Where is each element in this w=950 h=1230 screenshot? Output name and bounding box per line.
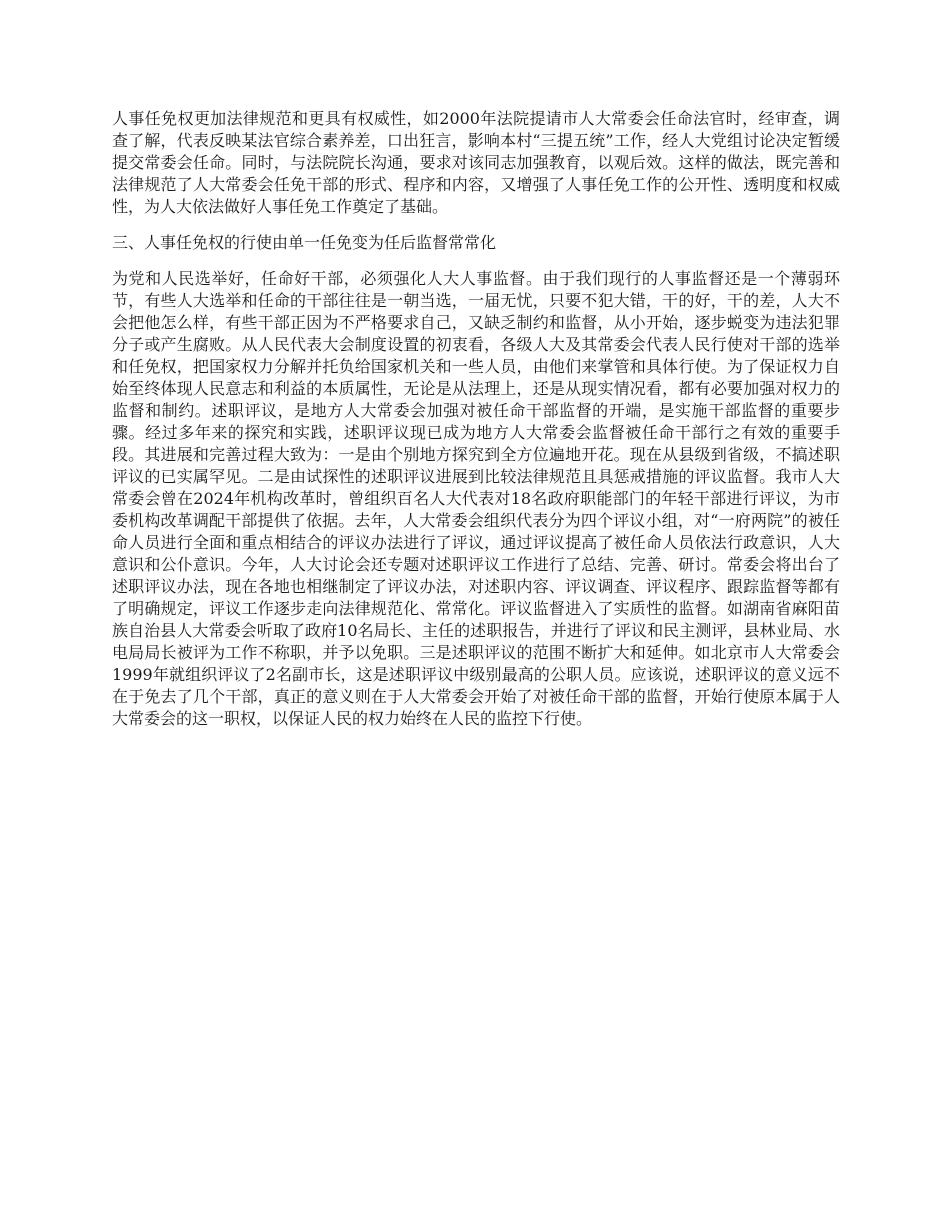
paragraph-supervision-after-appointment: 为党和人民选举好，任命好干部，必须强化人大人事监督。由于我们现行的人事监督还是一个薄弱环节，有些人大选举和任命的干部往往是一朝当选，一届无忧，只要不犯大错，干的好，干的差，人大不会把他怎么样，有些干部正因为不严格要求自己，又缺乏制约和监督，从小开始，逐步蜕变为违法犯罪分子或产生腐败。从人民代表大会制度设置的初衷看，各级人大及其常委会代表人民行使对干部的选举和任免权，把国家权力分解并托负给国家机关和一些人员，由他们来掌管和具体行使。为了保证权力自始至终体现人民意志和利益的本质属性，无论是从法理上，还是从现实情况看，都有必要加强对权力的监督和制约。述职评议，是地方人大常委会加强对被任命干部监督的开端，是实施干部监督的重要步骤。经过多年来的探究和实践，述职评议现已成为地方人大常委会监督被任命干部行之有效的重要手段。其进展和完善过程大致为：一是由个别地方探究到全方位遍地开花。现在从县级到省级，不搞述职评议的已实属罕见。二是由试探性的述职评议进展到比较法律规范且具惩戒措施的评议监督。我市人大常委会曾在2024年机构改革时，曾组织百名人大代表对18名政府职能部门的年轻干部进行评议，为市委机构改革调配干部提供了依据。去年，人大常委会组织代表分为四个评议小组，对“一府两院”的被任命人员进行全面和重点相结合的评议办法进行了评议，通过评议提高了被任命人员依法行政意识，人大意识和公仆意识。今年，人大讨论会还专题对述职评议工作进行了总结、完善、研讨。常委会将出台了述职评议办法，现在各地也相继制定了评议办法，对述职内容、评议调查、评议程序、跟踪监督等都有了明确规定，评议工作逐步走向法律规范化、常常化。评议监督进入了实质性的监督。如湖南省麻阳苗族自治县人大常委会听取了政府10名局长、主任的述职报告，并进行了评议和民主测评，县林业局、水电局局长被评为工作不称职，并予以免职。三是述职评议的范围不断扩大和延伸。如北京市人大常委会1999年就组织评议了2名副市长，这是述职评议中级别最高的公职人员。应该说，述职评议的意义远不在于免去了几个干部，真正的意义则在于人大常委会开始了对被任命干部的监督，开始行使原本属于人大常委会的这一职权，以保证人民的权力始终在人民的监控下行使。: [112, 269, 840, 728]
document-page: [112, 108, 840, 744]
section-heading-3: 三、人事任免权的行使由单一任免变为任后监督常常化: [112, 233, 497, 252]
paragraph-personnel-appointment-authority: 人事任免权更加法律规范和更具有权威性，如2000年法院提请市人大常委会任命法官时，经审查，调查了解，代表反映某法官综合素养差，口出狂言，影响本村“三提五统”工作，经人大党组讨论决定暂缓提交常委会任命。同时，与法院院长沟通，要求对该同志加强教育，以观后效。这样的做法，既完善和法律规范了人大常委会任免干部的形式、程序和内容，又增强了人事任免工作的公开性、透明度和权威性，为人大依法做好人事任免工作奠定了基础。: [112, 109, 840, 216]
